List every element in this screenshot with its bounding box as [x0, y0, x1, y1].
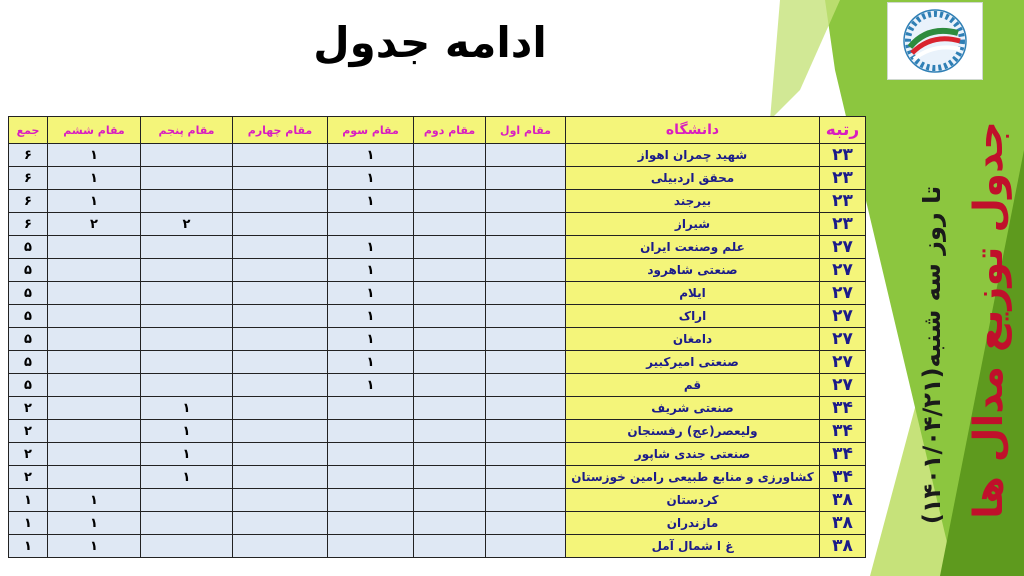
green-band-light-top	[770, 0, 840, 120]
cell-total: ۱	[9, 512, 48, 535]
cell-fourth-place	[233, 443, 328, 466]
cell-first-place	[486, 167, 566, 190]
cell-university: قم	[566, 374, 820, 397]
cell-total: ۲	[9, 466, 48, 489]
cell-fifth-place	[141, 190, 233, 213]
table-row	[9, 512, 866, 535]
table-row	[9, 213, 866, 236]
cell-fourth-place	[233, 397, 328, 420]
cell-second-place	[414, 489, 486, 512]
cell-rank: ۳۴	[820, 443, 866, 466]
column-header-sixth-place: مقام ششم	[48, 117, 141, 144]
cell-first-place	[486, 374, 566, 397]
cell-second-place	[414, 512, 486, 535]
page-title: ادامه جدول	[313, 18, 547, 67]
cell-third-place: ۱	[328, 328, 414, 351]
cell-fourth-place	[233, 144, 328, 167]
cell-third-place: ۱	[328, 259, 414, 282]
cell-fifth-place	[141, 512, 233, 535]
cell-university: ولیعصر(عج) رفسنجان	[566, 420, 820, 443]
cell-fourth-place	[233, 167, 328, 190]
cell-third-place	[328, 443, 414, 466]
cell-second-place	[414, 167, 486, 190]
cell-third-place	[328, 535, 414, 558]
cell-fourth-place	[233, 328, 328, 351]
cell-total: ۵	[9, 236, 48, 259]
cell-first-place	[486, 328, 566, 351]
table-row	[9, 351, 866, 374]
cell-first-place	[486, 236, 566, 259]
cell-university: اراک	[566, 305, 820, 328]
cell-sixth-place	[48, 397, 141, 420]
cell-rank: ۲۷	[820, 351, 866, 374]
table-body	[9, 144, 866, 558]
cell-sixth-place	[48, 236, 141, 259]
cell-rank: ۳۴	[820, 466, 866, 489]
cell-fifth-place	[141, 489, 233, 512]
cell-second-place	[414, 328, 486, 351]
table-row	[9, 443, 866, 466]
cell-second-place	[414, 351, 486, 374]
cell-total: ۲	[9, 420, 48, 443]
cell-university: مازندران	[566, 512, 820, 535]
cell-third-place	[328, 397, 414, 420]
cell-fifth-place	[141, 535, 233, 558]
cell-third-place: ۱	[328, 374, 414, 397]
cell-university: ایلام	[566, 282, 820, 305]
cell-sixth-place: ۱	[48, 489, 141, 512]
cell-second-place	[414, 190, 486, 213]
table-row	[9, 466, 866, 489]
cell-first-place	[486, 443, 566, 466]
cell-first-place	[486, 305, 566, 328]
cell-sixth-place	[48, 305, 141, 328]
cell-first-place	[486, 466, 566, 489]
cell-total: ۵	[9, 282, 48, 305]
cell-university: صنعتی امیرکبیر	[566, 351, 820, 374]
table-row	[9, 420, 866, 443]
vertical-title: جدول توزیع مدال ها	[966, 121, 1012, 519]
table-row	[9, 144, 866, 167]
cell-first-place	[486, 144, 566, 167]
table-row	[9, 236, 866, 259]
cell-first-place	[486, 535, 566, 558]
column-header-university: دانشگاه	[566, 117, 820, 144]
cell-rank: ۲۳	[820, 167, 866, 190]
cell-fourth-place	[233, 374, 328, 397]
cell-first-place	[486, 282, 566, 305]
cell-second-place	[414, 305, 486, 328]
cell-sixth-place	[48, 374, 141, 397]
cell-second-place	[414, 397, 486, 420]
cell-first-place	[486, 259, 566, 282]
cell-university: صنعتی شاهرود	[566, 259, 820, 282]
cell-rank: ۲۷	[820, 374, 866, 397]
table-row	[9, 374, 866, 397]
cell-sixth-place	[48, 466, 141, 489]
cell-total: ۲	[9, 443, 48, 466]
cell-fourth-place	[233, 236, 328, 259]
cell-sixth-place: ۲	[48, 213, 141, 236]
column-header-rank: رتبه	[820, 117, 866, 144]
cell-fifth-place	[141, 144, 233, 167]
medal-emblem-icon	[887, 2, 983, 80]
cell-sixth-place: ۱	[48, 512, 141, 535]
column-header-first-place: مقام اول	[486, 117, 566, 144]
vertical-date: تا روز سه شنبه(۱۴۰۱/۰۴/۲۱)	[918, 185, 946, 525]
cell-second-place	[414, 259, 486, 282]
cell-total: ۶	[9, 213, 48, 236]
cell-university: غ ا شمال آمل	[566, 535, 820, 558]
cell-total: ۵	[9, 351, 48, 374]
cell-rank: ۳۴	[820, 397, 866, 420]
cell-third-place	[328, 213, 414, 236]
table-row	[9, 282, 866, 305]
cell-fourth-place	[233, 305, 328, 328]
cell-rank: ۲۷	[820, 236, 866, 259]
cell-sixth-place	[48, 259, 141, 282]
cell-third-place: ۱	[328, 282, 414, 305]
cell-fifth-place	[141, 351, 233, 374]
cell-fifth-place: ۲	[141, 213, 233, 236]
cell-rank: ۳۴	[820, 420, 866, 443]
cell-second-place	[414, 144, 486, 167]
cell-total: ۲	[9, 397, 48, 420]
cell-total: ۵	[9, 328, 48, 351]
table-row	[9, 259, 866, 282]
cell-rank: ۲۷	[820, 305, 866, 328]
cell-sixth-place	[48, 328, 141, 351]
column-header-third-place: مقام سوم	[328, 117, 414, 144]
cell-rank: ۲۷	[820, 282, 866, 305]
cell-fourth-place	[233, 259, 328, 282]
cell-third-place	[328, 420, 414, 443]
cell-university: دامغان	[566, 328, 820, 351]
cell-rank: ۳۸	[820, 535, 866, 558]
cell-fourth-place	[233, 535, 328, 558]
cell-first-place	[486, 351, 566, 374]
cell-university: شهید چمران اهواز	[566, 144, 820, 167]
cell-rank: ۳۸	[820, 512, 866, 535]
cell-fifth-place	[141, 167, 233, 190]
cell-fifth-place	[141, 328, 233, 351]
cell-second-place	[414, 443, 486, 466]
cell-third-place: ۱	[328, 236, 414, 259]
cell-third-place: ۱	[328, 305, 414, 328]
cell-fourth-place	[233, 489, 328, 512]
cell-rank: ۲۳	[820, 213, 866, 236]
cell-fourth-place	[233, 512, 328, 535]
cell-fifth-place	[141, 282, 233, 305]
cell-rank: ۲۷	[820, 328, 866, 351]
cell-rank: ۲۷	[820, 259, 866, 282]
cell-total: ۵	[9, 305, 48, 328]
cell-second-place	[414, 420, 486, 443]
cell-third-place	[328, 466, 414, 489]
cell-fourth-place	[233, 420, 328, 443]
cell-fifth-place	[141, 259, 233, 282]
cell-university: کردستان	[566, 489, 820, 512]
cell-fourth-place	[233, 190, 328, 213]
cell-first-place	[486, 190, 566, 213]
cell-second-place	[414, 535, 486, 558]
cell-second-place	[414, 466, 486, 489]
cell-third-place: ۱	[328, 351, 414, 374]
table-row	[9, 305, 866, 328]
cell-first-place	[486, 420, 566, 443]
table-row	[9, 167, 866, 190]
cell-fifth-place	[141, 374, 233, 397]
cell-third-place	[328, 512, 414, 535]
cell-second-place	[414, 282, 486, 305]
cell-fourth-place	[233, 466, 328, 489]
cell-sixth-place: ۱	[48, 535, 141, 558]
cell-third-place: ۱	[328, 167, 414, 190]
cell-fifth-place: ۱	[141, 466, 233, 489]
table-row	[9, 397, 866, 420]
cell-second-place	[414, 213, 486, 236]
cell-fourth-place	[233, 213, 328, 236]
cell-fourth-place	[233, 351, 328, 374]
cell-third-place	[328, 489, 414, 512]
cell-university: علم وصنعت ایران	[566, 236, 820, 259]
cell-sixth-place: ۱	[48, 190, 141, 213]
cell-total: ۶	[9, 167, 48, 190]
column-header-total: جمع	[9, 117, 48, 144]
cell-total: ۱	[9, 489, 48, 512]
column-header-second-place: مقام دوم	[414, 117, 486, 144]
cell-first-place	[486, 512, 566, 535]
cell-sixth-place	[48, 351, 141, 374]
cell-first-place	[486, 397, 566, 420]
table-row	[9, 328, 866, 351]
cell-university: محقق اردبیلی	[566, 167, 820, 190]
cell-total: ۶	[9, 190, 48, 213]
cell-second-place	[414, 236, 486, 259]
cell-second-place	[414, 374, 486, 397]
table-row	[9, 489, 866, 512]
cell-university: کشاورزی و منابع طبیعی رامین خوزستان	[566, 466, 820, 489]
cell-rank: ۲۳	[820, 144, 866, 167]
cell-university: صنعتی جندی شاپور	[566, 443, 820, 466]
cell-sixth-place	[48, 282, 141, 305]
cell-sixth-place	[48, 443, 141, 466]
table-header-row	[9, 117, 866, 144]
cell-fourth-place	[233, 282, 328, 305]
cell-sixth-place: ۱	[48, 144, 141, 167]
table-row	[9, 535, 866, 558]
cell-third-place: ۱	[328, 190, 414, 213]
cell-rank: ۳۸	[820, 489, 866, 512]
cell-rank: ۲۳	[820, 190, 866, 213]
table-row	[9, 190, 866, 213]
cell-total: ۱	[9, 535, 48, 558]
cell-sixth-place: ۱	[48, 167, 141, 190]
cell-university: بیرجند	[566, 190, 820, 213]
cell-total: ۵	[9, 259, 48, 282]
medal-table	[8, 116, 866, 558]
cell-university: صنعتی شریف	[566, 397, 820, 420]
cell-university: شیراز	[566, 213, 820, 236]
column-header-fourth-place: مقام چهارم	[233, 117, 328, 144]
cell-fifth-place: ۱	[141, 397, 233, 420]
cell-fifth-place	[141, 305, 233, 328]
cell-fifth-place	[141, 236, 233, 259]
cell-first-place	[486, 489, 566, 512]
cell-fifth-place: ۱	[141, 443, 233, 466]
cell-total: ۶	[9, 144, 48, 167]
cell-third-place: ۱	[328, 144, 414, 167]
cell-fifth-place: ۱	[141, 420, 233, 443]
column-header-fifth-place: مقام پنجم	[141, 117, 233, 144]
cell-sixth-place	[48, 420, 141, 443]
cell-first-place	[486, 213, 566, 236]
cell-total: ۵	[9, 374, 48, 397]
